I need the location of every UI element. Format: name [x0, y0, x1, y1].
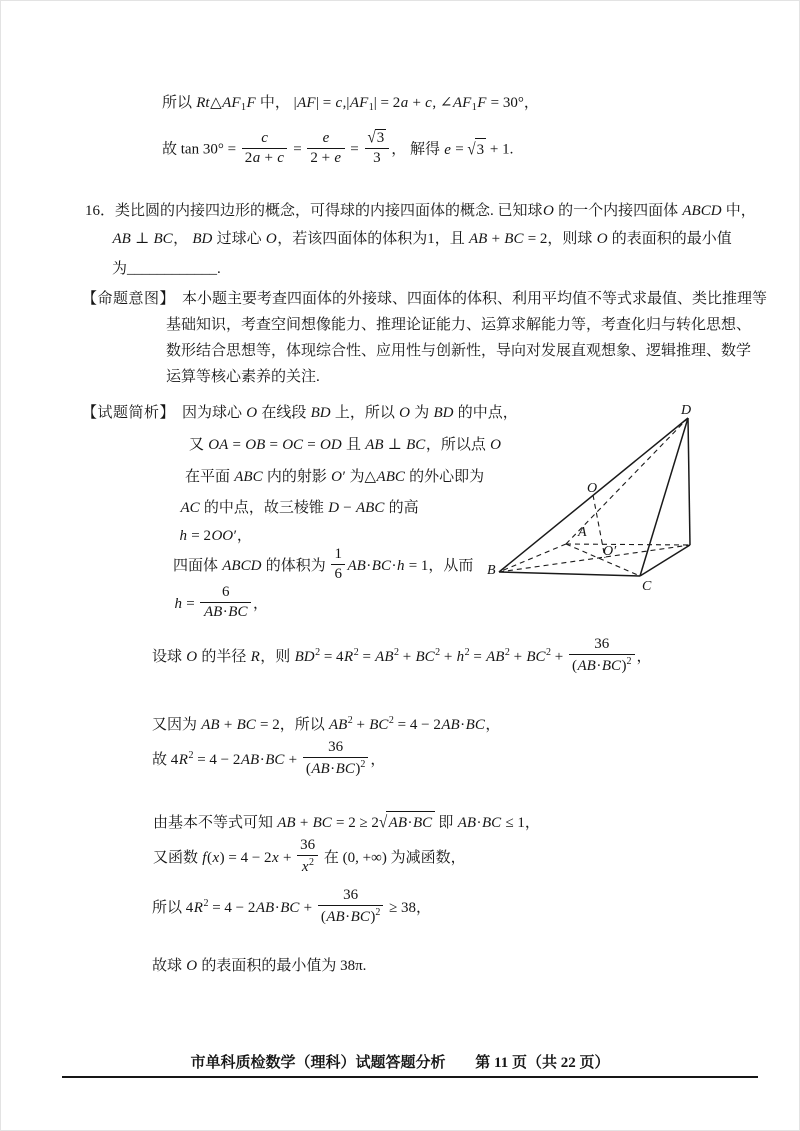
solution-line-6: 所以 $4R^2 = 4 - 2AB\cdot BC$ + $\frac{36}{(AB\cdot BC)^2}$ ≥ 38， [152, 887, 432, 926]
footer-page-number: 第 11 页（共 22 页） [475, 1055, 610, 1071]
question-16-line-1: 16．类比圆的内接四边形的概念，可得球的内接四面体的概念. 已知球O 的一个内接四面体 ABCD 中， [85, 203, 756, 219]
analysis-line-2: 又 OA = OB = OC = OD 且 AB ⊥ BC，所以点 O [189, 437, 501, 453]
figure-label-D: D [681, 403, 692, 418]
solution-line-7: 故球 O 的表面积的最小值为 38π. [152, 958, 367, 974]
figure-canvas [487, 402, 705, 600]
analysis-line-7: h = $\frac{6}{AB\cdot BC}$ ， [174, 584, 268, 621]
intent-text-line-1: 本小题主要考查四面体的外接球、四面体的体积、利用平均值不等式求最值、类比推理等 [182, 291, 768, 307]
analysis-line-6: 四面体 ABCD 的体积为 $\frac{1}{6}$ AB·BC·h = 1，从而 [173, 546, 474, 583]
tetrahedron-figure [487, 402, 705, 600]
fraction: $\frac{36}{(AB\cdot BC)^2}$ [569, 636, 635, 676]
formula-line-tan30-solve: 故 tan 30° = $\frac{c}{2a + c}$ = $\frac{e}{2 + e}$ = $\frac{√3}{3}$ ， 解得 e = √3 + 1. [162, 128, 514, 167]
analysis-line-5: h = 2OO′， [179, 528, 252, 544]
analysis-line-3: 在平面 ABC 内的射影 O′ 为△ABC 的外心即为 [185, 469, 485, 485]
figure-label-O: O [587, 481, 598, 496]
question-16-blank-line: 为____________. [112, 261, 221, 277]
figure-label-B: B [487, 563, 496, 578]
page-footer [0, 1053, 800, 1073]
figure-label-A: A [578, 525, 587, 540]
analysis-line-4: AC 的中点，故三棱锥 D − ABC 的高 [180, 500, 419, 516]
formula-line-rt-triangle: 所以 $Rt\triangle AF_1F$ 中， $|AF| = c,|AF_1| = 2a + c$, $\angle AF_1F = 30^\circ$， [162, 95, 539, 113]
fraction: $\frac{36}{(AB\cdot BC)^2}$ [318, 887, 384, 927]
solution-line-5: 又函数 f(x) = 4 − 2x + $\frac{36}{x^2}$ 在 (0, +∞) 为减函数， [153, 837, 466, 876]
fraction: $\frac{36}{x^2}$ [297, 837, 318, 877]
radical: √ AB·BC [379, 811, 435, 834]
section-label-intent: 【命题意图】 [82, 291, 176, 307]
footer-rule [62, 1076, 758, 1078]
intent-text-line-4: 运算等核心素养的关注. [166, 369, 320, 385]
radical: √3 [467, 138, 486, 161]
solution-line-2: 又因为 AB + BC = 2，所以 $AB^2 + BC^2 = 4 - 2AB\cdot BC$， [152, 715, 501, 733]
fraction: $\frac{e}{2 + e}$ [307, 130, 344, 168]
figure-label-C: C [642, 579, 652, 594]
solution-line-4: 由基本不等式可知 AB + BC = 2 ≥ 2√ AB·BC 即 AB·BC ≤ 1， [153, 811, 540, 834]
analysis-line-1: 因为球心 O 在线段 BD 上，所以 O 为 BD 的中点， [182, 405, 518, 421]
section-label-analysis: 【试题简析】 [82, 405, 176, 421]
fraction: $\frac{6}{AB\cdot BC}$ [200, 584, 251, 622]
solution-line-3: 故 $4R^2 = 4 - 2AB\cdot BC$ + $\frac{36}{(AB\cdot BC)^2}$ ， [152, 739, 386, 778]
intent-text-line-3: 数形结合思想等，体现综合性、应用性与创新性，导向对发展直观想象、逻辑推理、数学 [166, 343, 752, 359]
fraction: $\frac{36}{(AB\cdot BC)^2}$ [303, 739, 369, 779]
radical: √3 [367, 128, 385, 147]
fraction: $\frac{√3}{3}$ [365, 129, 390, 168]
footer-title: 市单科质检数学（理科）试题答题分析 [190, 1055, 446, 1071]
question-16-line-2: AB ⊥ BC， BD 过球心 O，若该四面体的体积为1，且 AB + BC = 2，则球 O 的表面积的最小值 [112, 231, 732, 247]
fraction: $\frac{c}{2a + c}$ [242, 130, 288, 168]
figure-label-Oprime: O′ [603, 544, 617, 559]
intent-text-line-2: 基础知识，考查空间想像能力、推理论证能力、运算求解能力等，考查化归与转化思想、 [166, 317, 752, 333]
fraction: $\frac{1}{6}$ [331, 546, 345, 584]
solution-line-1: 设球 O 的半径 R，则 $BD^2 = 4R^2 = AB^2 + BC^2 + h^2 = AB^2 + BC^2$ + $\frac{36}{(AB\cdot BC)^2}$ ， [152, 636, 652, 675]
